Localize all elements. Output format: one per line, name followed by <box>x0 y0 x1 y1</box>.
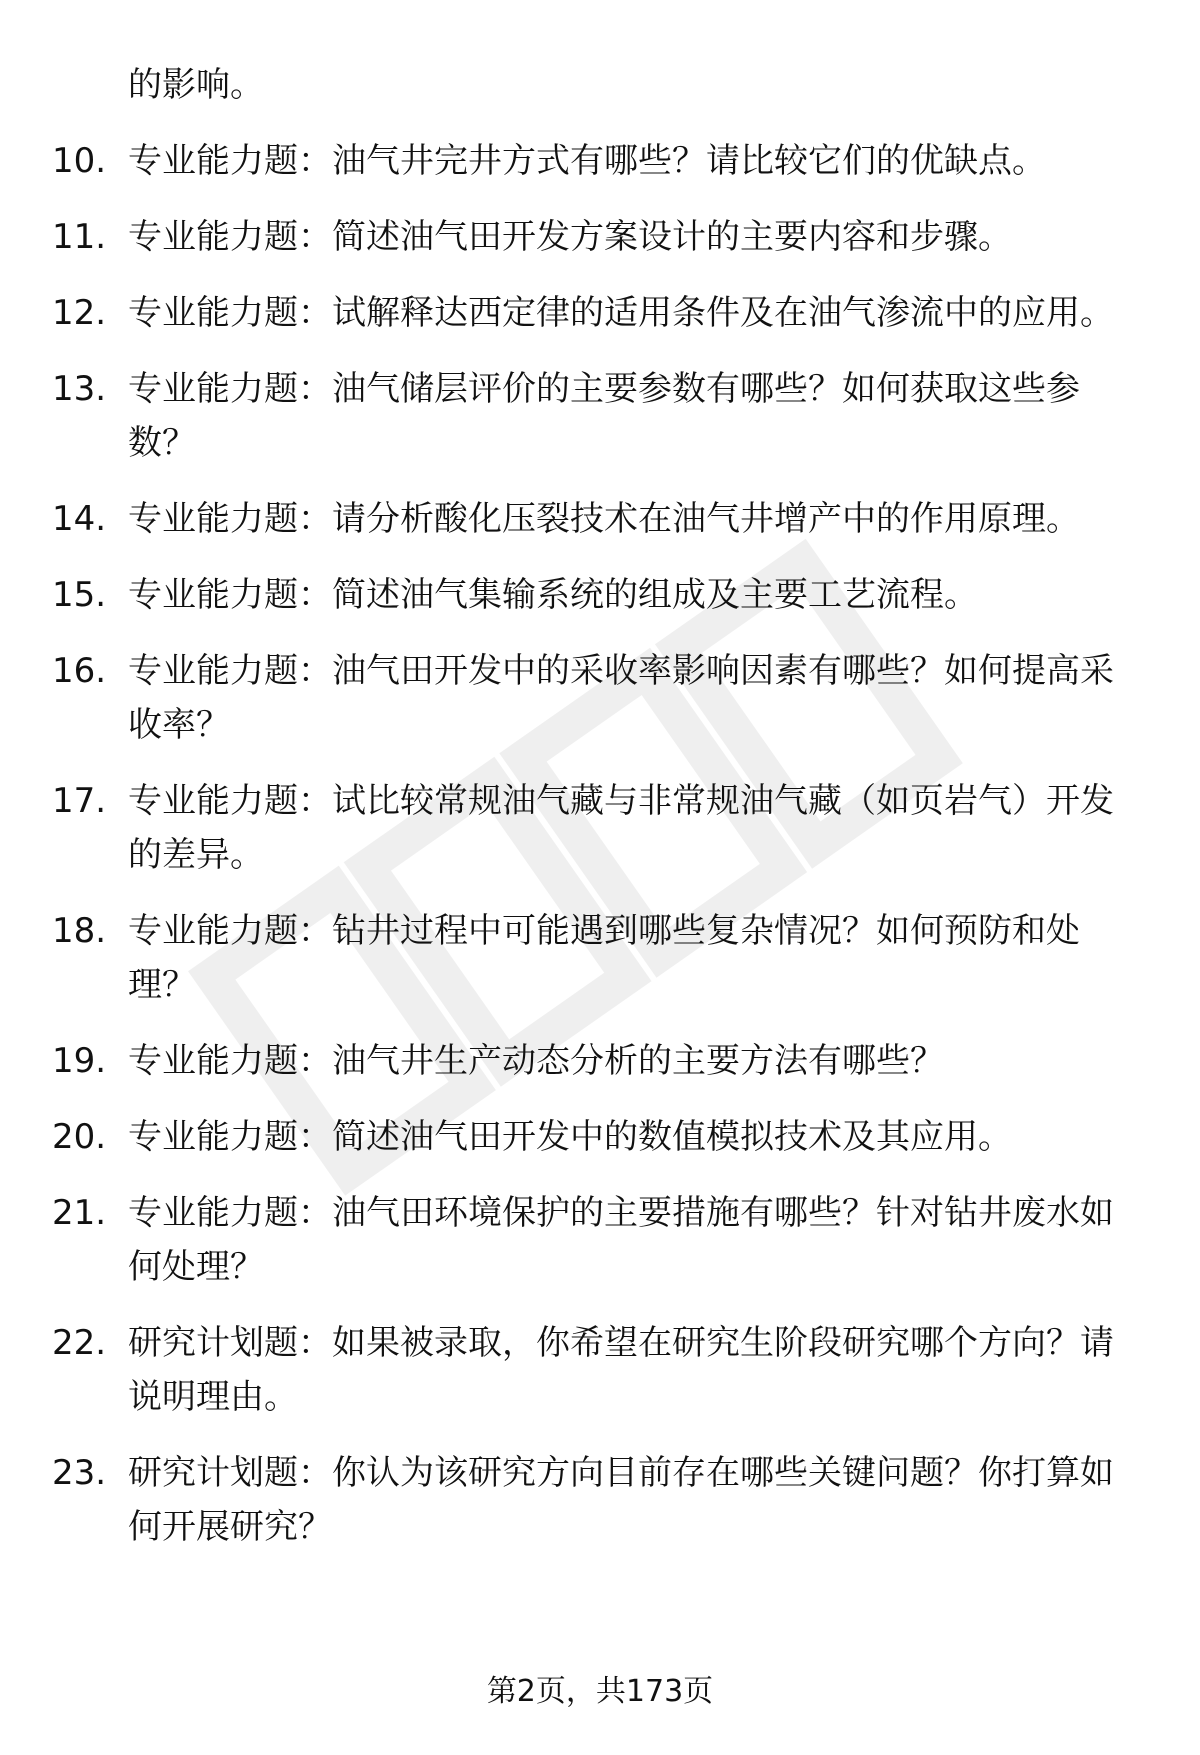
question-number: 12. <box>52 293 107 333</box>
question-text: 专业能力题：试解释达西定律的适用条件及在油气渗流中的应用。 <box>128 293 1114 333</box>
list-item <box>52 904 1138 1012</box>
question-text: 专业能力题：简述油气田开发方案设计的主要内容和步骤。 <box>128 217 1012 257</box>
question-number: 20. <box>52 1117 107 1157</box>
list-item <box>52 1034 1138 1088</box>
list-item <box>52 1186 1138 1294</box>
question-number: 14. <box>52 499 107 539</box>
list-item <box>52 1316 1138 1424</box>
question-number: 15. <box>52 575 107 615</box>
question-number: 21. <box>52 1193 107 1233</box>
list-item <box>52 644 1138 752</box>
question-text: 专业能力题：钻井过程中可能遇到哪些复杂情况？如何预防和处理？ <box>128 911 1080 1005</box>
question-number: 16. <box>52 651 107 691</box>
question-text: 研究计划题：如果被录取，你希望在研究生阶段研究哪个方向？请说明理由。 <box>128 1323 1114 1417</box>
list-item <box>52 134 1138 188</box>
page-number-footer: 第2页，共173页 <box>486 1674 714 1709</box>
continued-text: 的影响。 <box>128 65 264 105</box>
question-number: 19. <box>52 1041 107 1081</box>
list-item <box>52 568 1138 622</box>
question-text: 专业能力题：请分析酸化压裂技术在油气井增产中的作用原理。 <box>128 499 1080 539</box>
list-item <box>52 362 1138 470</box>
question-number: 17. <box>52 781 107 821</box>
question-text: 专业能力题：油气井完井方式有哪些？请比较它们的优缺点。 <box>128 141 1046 181</box>
question-text: 专业能力题：试比较常规油气藏与非常规油气藏（如页岩气）开发的差异。 <box>128 781 1114 875</box>
question-number: 11. <box>52 217 107 257</box>
question-number: 23. <box>52 1453 107 1493</box>
question-number: 22. <box>52 1323 107 1363</box>
question-number: 13. <box>52 369 107 409</box>
list-item <box>52 1110 1138 1164</box>
question-number: 10. <box>52 141 107 181</box>
question-text: 研究计划题：你认为该研究方向目前存在哪些关键问题？你打算如何开展研究？ <box>128 1453 1114 1547</box>
question-text: 专业能力题：油气田环境保护的主要措施有哪些？针对钻井废水如何处理？ <box>128 1193 1114 1287</box>
question-text: 专业能力题：简述油气田开发中的数值模拟技术及其应用。 <box>128 1117 1012 1157</box>
list-item <box>52 492 1138 546</box>
question-list-container <box>52 58 1138 1554</box>
question-text: 专业能力题：简述油气集输系统的组成及主要工艺流程。 <box>128 575 978 615</box>
question-text: 专业能力题：油气田开发中的采收率影响因素有哪些？如何提高采收率？ <box>128 651 1114 745</box>
list-item <box>52 774 1138 882</box>
question-number: 18. <box>52 911 107 951</box>
question-list <box>52 134 1138 1554</box>
list-item <box>52 1446 1138 1554</box>
list-item <box>52 286 1138 340</box>
question-text: 专业能力题：油气井生产动态分析的主要方法有哪些？ <box>128 1041 944 1081</box>
question-text: 专业能力题：油气储层评价的主要参数有哪些？如何获取这些参数？ <box>128 369 1080 463</box>
list-item <box>52 210 1138 264</box>
